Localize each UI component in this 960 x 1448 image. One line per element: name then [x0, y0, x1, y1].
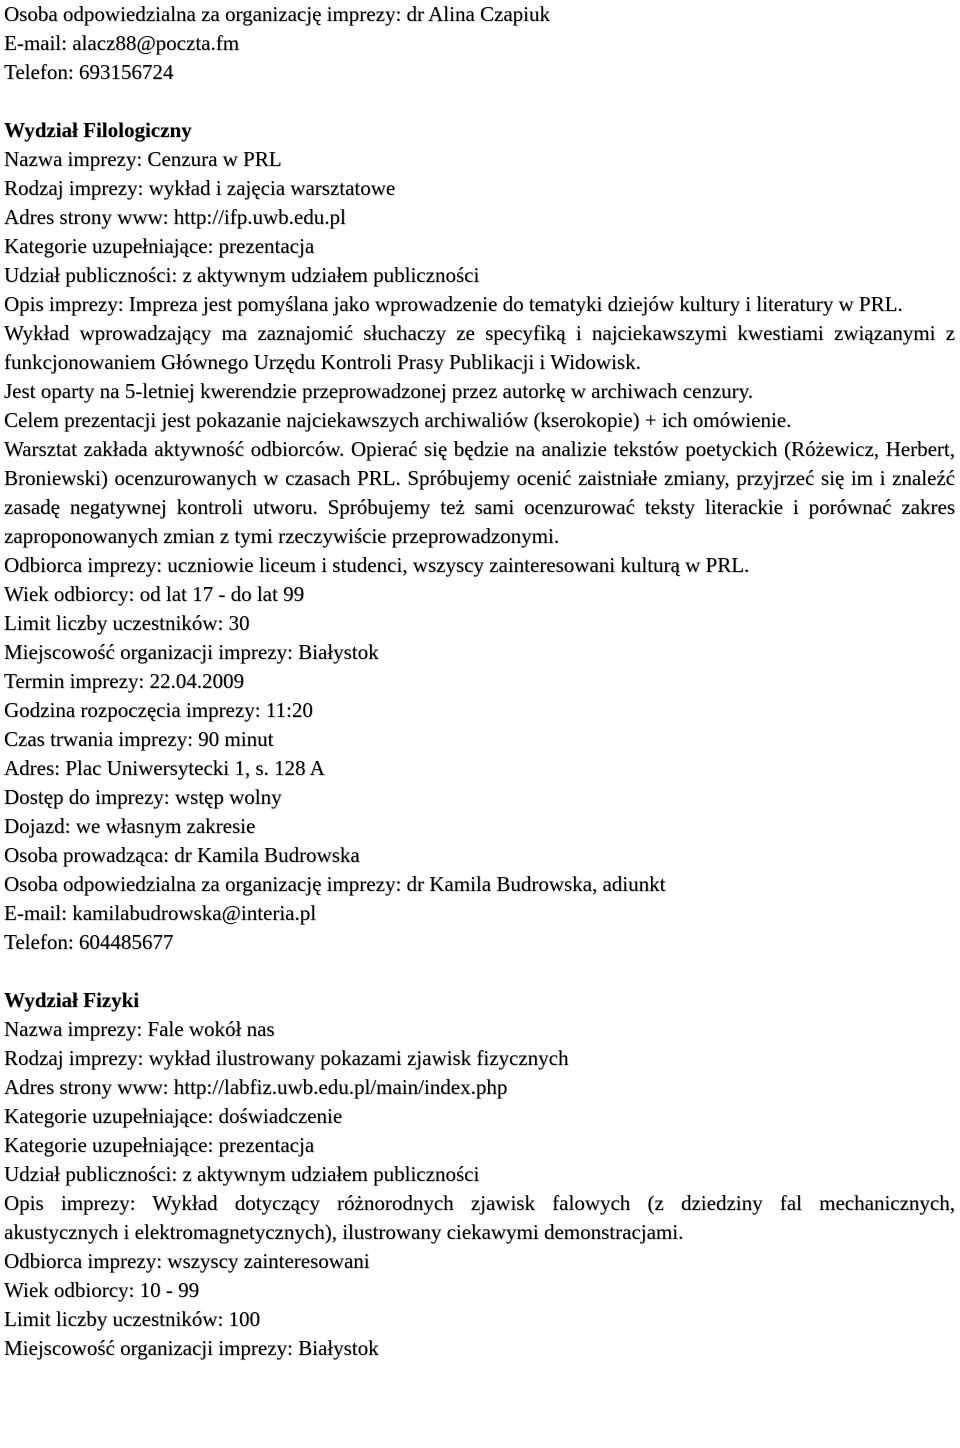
event-www: Adres strony www: http://labfiz.uwb.edu.pl/main/index.php: [4, 1075, 508, 1099]
event-category: Kategorie uzupełniające: doświadczenie: [4, 1104, 343, 1128]
phone-line: Telefon: 693156724: [4, 60, 174, 84]
event-access: Dostęp do imprezy: wstęp wolny: [4, 785, 282, 809]
event-date: Termin imprezy: 22.04.2009: [4, 669, 244, 693]
event-name: Nazwa imprezy: Cenzura w PRL: [4, 147, 282, 171]
event-phone: Telefon: 604485677: [4, 930, 174, 954]
event-name: Nazwa imprezy: Fale wokół nas: [4, 1017, 275, 1041]
event-age: Wiek odbiorcy: od lat 17 - do lat 99: [4, 582, 305, 606]
event-participation: Udział publiczności: z aktywnym udziałem publiczności: [4, 263, 480, 287]
event-time: Godzina rozpoczęcia imprezy: 11:20: [4, 698, 313, 722]
event-audience: Odbiorca imprezy: uczniowie liceum i studenci, wszyscy zainteresowani kulturą w PRL.: [4, 553, 750, 577]
event-type: Rodzaj imprezy: wykład i zajęcia warsztatowe: [4, 176, 396, 200]
event-description: Opis imprezy: Impreza jest pomyślana jako wprowadzenie do tematyki dziejów kultury i literatury w PRL.: [4, 292, 903, 316]
spacer: [4, 957, 955, 986]
event-host: Osoba prowadząca: dr Kamila Budrowska: [4, 843, 360, 867]
email-line: E-mail: alacz88@poczta.fm: [4, 31, 240, 55]
event-research-paragraph: Jest oparty na 5-letniej kwerendzie przeprowadzonej przez autorkę w archiwach cenzury.: [4, 379, 754, 403]
event-travel: Dojazd: we własnym zakresie: [4, 814, 256, 838]
event-place: Miejscowość organizacji imprezy: Białystok: [4, 640, 379, 664]
event-address: Adres: Plac Uniwersytecki 1, s. 128 A: [4, 756, 325, 780]
event-limit: Limit liczby uczestników: 30: [4, 611, 250, 635]
event-www: Adres strony www: http://ifp.uwb.edu.pl: [4, 205, 346, 229]
event-email: E-mail: kamilabudrowska@interia.pl: [4, 901, 317, 925]
event-description: Opis imprezy: Wykład dotyczący różnorodnych zjawisk falowych (z dziedziny fal mechanicznych, akustycznych i elektromagnetycznych), ilustrowany ciekawymi demonstracjami.: [4, 1191, 955, 1244]
spacer: [4, 87, 955, 116]
document-page: [4, 0, 955, 1363]
organizer-line: Osoba odpowiedzialna za organizację imprezy: dr Alina Czapiuk: [4, 2, 550, 26]
event-category: Kategorie uzupełniające: prezentacja: [4, 234, 315, 258]
event-category: Kategorie uzupełniające: prezentacja: [4, 1133, 315, 1157]
section-heading-filologiczny: Wydział Filologiczny: [4, 118, 192, 142]
event-age: Wiek odbiorcy: 10 - 99: [4, 1278, 200, 1302]
event-workshop-paragraph: Warsztat zakłada aktywność odbiorców. Opierać się będzie na analizie tekstów poetyckich (Różewicz, Herbert, Broniewski) ocenzurowanych w czasach PRL. Spróbujemy ocenić zaistniałe zmiany, przyjrzeć się im i znaleźć zasadę negatywnej kontroli utworu. Spróbujemy też sami ocenzurować teksty literackie i porównać zakres zaproponowanych zmian z tymi rzeczywiście przeprowadzonymi.: [4, 437, 955, 548]
event-lecture-paragraph: Wykład wprowadzający ma zaznajomić słuchaczy ze specyfiką i najciekawszymi kwestiami związanymi z funkcjonowaniem Głównego Urzędu Kontroli Prasy Publikacji i Widowisk.: [4, 321, 955, 374]
event-goal-paragraph: Celem prezentacji jest pokazanie najciekawszych archiwaliów (kserokopie) + ich omówienie.: [4, 408, 792, 432]
event-limit: Limit liczby uczestników: 100: [4, 1307, 261, 1331]
event-organizer: Osoba odpowiedzialna za organizację imprezy: dr Kamila Budrowska, adiunkt: [4, 872, 666, 896]
section-heading-fizyki: Wydział Fizyki: [4, 988, 140, 1012]
event-type: Rodzaj imprezy: wykład ilustrowany pokazami zjawisk fizycznych: [4, 1046, 569, 1070]
event-duration: Czas trwania imprezy: 90 minut: [4, 727, 274, 751]
event-place: Miejscowość organizacji imprezy: Białystok: [4, 1336, 379, 1360]
event-audience: Odbiorca imprezy: wszyscy zainteresowani: [4, 1249, 370, 1273]
event-participation: Udział publiczności: z aktywnym udziałem publiczności: [4, 1162, 480, 1186]
